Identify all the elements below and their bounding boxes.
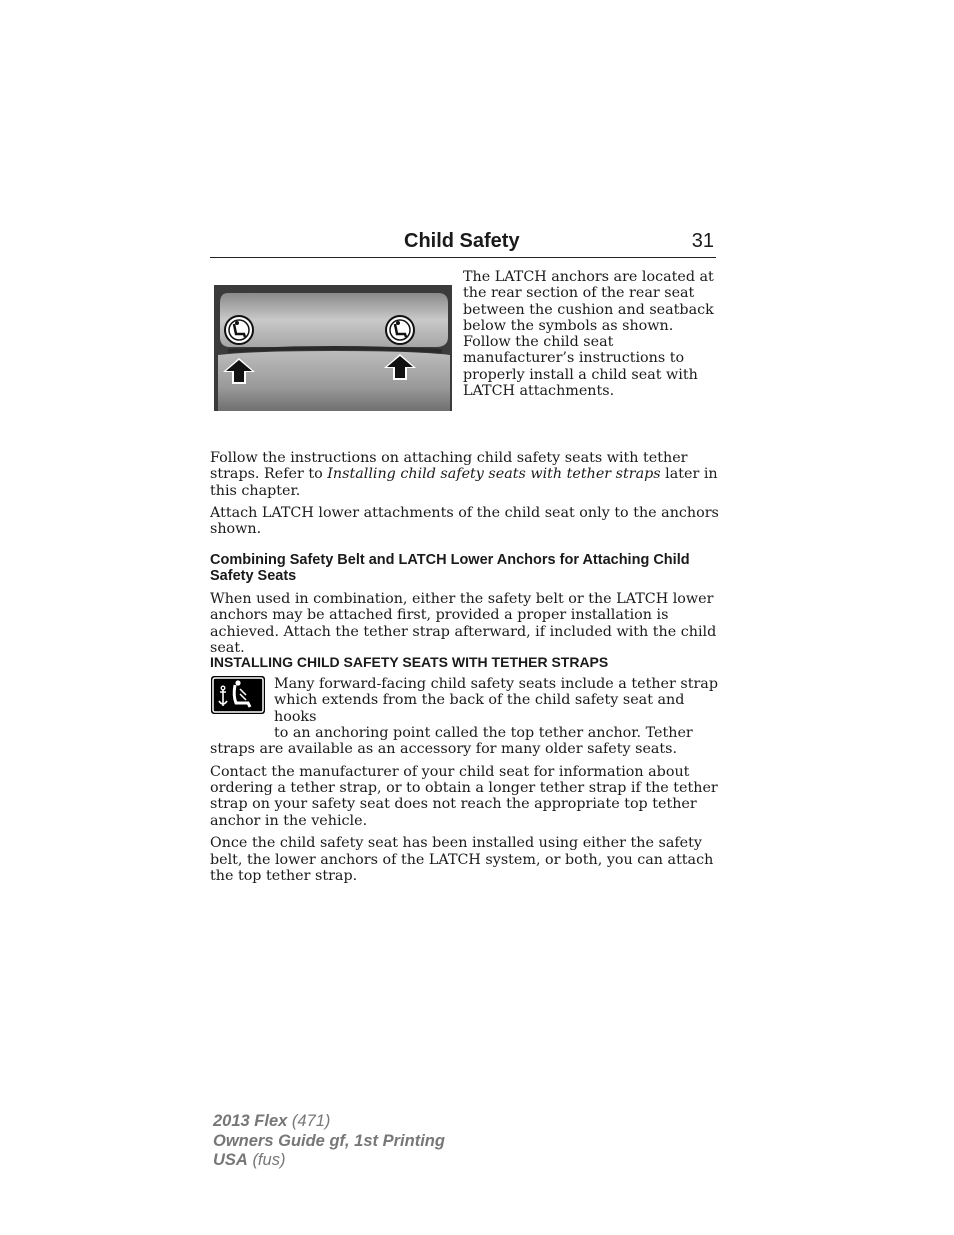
page-footer	[213, 1112, 445, 1171]
tether-strap-paragraph	[210, 676, 720, 757]
footer-line-guide	[213, 1132, 445, 1152]
section-title: Child Safety	[404, 230, 520, 252]
combination-paragraph: When used in combination, either the safety belt or the LATCH lower anchors may be attached first, provided a proper installation is achieved. Attach the tether strap afterward, if included with the child seat.	[210, 591, 717, 656]
reference-text-before: Follow the instructions on attaching child safety seats with tether straps. Refer to	[210, 450, 688, 483]
latch-anchor-illustration	[214, 285, 452, 411]
footer-market: USA	[213, 1151, 248, 1169]
latch-anchor-description: The LATCH anchors are located at the rear section of the rear seat between the cushion and seatback below the symbols as shown. Follow the child seat manufacturer’s instructions to properly install a child seat with LATCH attachments.	[463, 269, 714, 400]
lower-attachments-paragraph: Attach LATCH lower attachments of the child seat only to the anchors shown.	[210, 505, 719, 538]
footer-line-model	[213, 1112, 445, 1132]
tether-line-1: Many forward-facing child safety seats include a tether strap	[274, 676, 718, 692]
tether-line-4: straps are available as an accessory for many older safety seats.	[210, 741, 678, 758]
child-seat-anchor-icon-right	[382, 314, 418, 386]
footer-model-code: (471)	[291, 1112, 331, 1130]
attach-top-tether-paragraph: Once the child safety seat has been installed using either the safety belt, the lower anchors of the LATCH system, or both, you can attach the top tether strap.	[210, 835, 714, 884]
body-section-2	[210, 591, 720, 662]
contact-manufacturer-paragraph: Contact the manufacturer of your child seat for information about ordering a tether strap, or to obtain a longer tether strap if the tether strap on your safety seat does not reach the appropriate top tether anchor in the vehicle.	[210, 763, 718, 829]
footer-model: 2013 Flex	[213, 1112, 288, 1130]
footer-market-code: (fus)	[252, 1151, 286, 1169]
combining-anchors-heading: Combining Safety Belt and LATCH Lower Anchors for Attaching Child Safety Seats	[210, 552, 690, 584]
page-header	[210, 229, 716, 258]
footer-line-market	[213, 1151, 445, 1171]
body-section-3	[210, 676, 720, 890]
child-seat-anchor-icon-left	[221, 314, 257, 386]
tether-line-3: to an anchoring point called the top tether anchor. Tether	[274, 724, 693, 741]
section-reference-link: Installing child safety seats with tether straps	[327, 466, 661, 483]
tether-reference-paragraph	[210, 450, 720, 499]
page-number: 31	[691, 230, 714, 252]
tether-line-2: which extends from the back of the child safety seat and hooks	[274, 692, 685, 725]
tether-straps-heading: INSTALLING CHILD SAFETY SEATS WITH TETHER STRAPS	[210, 654, 609, 670]
reference-text-after: later in this chapter.	[210, 466, 718, 499]
body-section-1	[210, 450, 720, 544]
footer-guide: Owners Guide gf, 1st Printing	[213, 1131, 445, 1150]
